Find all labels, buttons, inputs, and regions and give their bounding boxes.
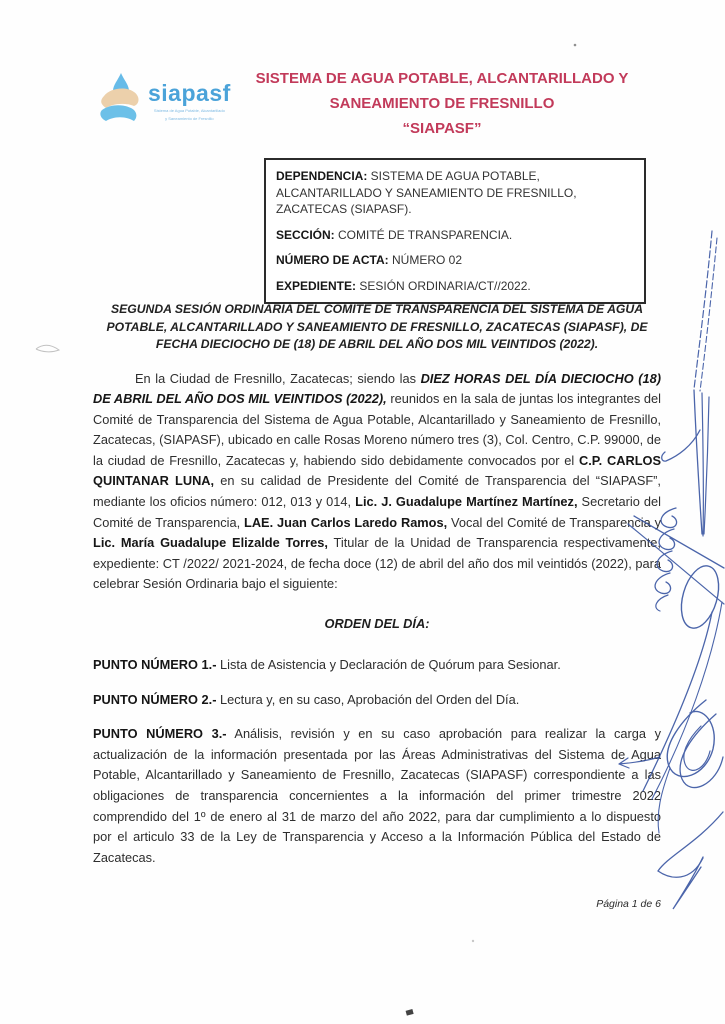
- pen-stroke: [673, 857, 703, 909]
- punto-numero-3: [93, 724, 661, 868]
- info-label: EXPEDIENTE:: [276, 278, 357, 293]
- logo-tagline-line1: Sistema de Agua Potable, Alcantarillado: [153, 108, 225, 113]
- punto-text: Lista de Asistencia y Declaración de Quórum para Sesionar.: [216, 657, 561, 673]
- pen-stroke: [659, 529, 675, 550]
- text-segment: reunidos en la sala de juntas los integrantes del Comité de Transparencia del Sistema de Agua Potable, Alcantarillado y Saneamiento de Fresnillo, Zacatecas, (SIAPASF), ubicado en calle Rosas Moreno número tres (3), Col. Centro, C.P. 99000, de la ciudad de Fresnillo, Zacatecas y, habiendo sido debidamente convocados por el: [93, 391, 662, 468]
- document-title-line3: “SIAPASF”: [402, 120, 482, 137]
- pen-stroke: [661, 508, 677, 528]
- text-segment: Vocal del Comité de Transparencia y: [447, 514, 661, 530]
- document-title: [238, 66, 646, 141]
- punto-label: PUNTO NÚMERO 1.-: [93, 657, 217, 673]
- text-segment-president-name: C.P. CARLOS QUINTANAR LUNA,: [93, 452, 662, 489]
- water-drop-hand-icon: [96, 72, 146, 133]
- pen-stroke: [652, 602, 722, 799]
- text-segment: Secretario del Comité de Transparencia,: [93, 494, 662, 530]
- pen-stroke: [704, 397, 709, 534]
- text-segment: En la Ciudad de Fresnillo, Zacatecas; siendo las: [135, 370, 421, 386]
- page-number: Página 1 de 6: [596, 898, 661, 910]
- pen-loop: [675, 562, 725, 633]
- info-row-numero-de-acta: [276, 252, 634, 269]
- punto-label: PUNTO NÚMERO 2.-: [93, 691, 217, 707]
- info-label: DEPENDENCIA:: [276, 169, 368, 183]
- punto-text: Análisis, revisión y en su caso aprobación para realizar la carga y actualización de la información presentada por las Áreas Administrativas del Sistema de Agua Potable, Alcantarillado y Saneamiento de Fresnillo, Zacatecas (SIAPASF) correspondiente a las obligaciones de transparencia concernientes a la información del primer trimestre 2022 comprendido del 1º de enero al 31 de marzo del año 2022, para dar cumplimiento a lo dispuesto por el articulo 33 de la Ley de Transparencia y Acceso a la Información Pública del Estado de Zacatecas.: [93, 726, 661, 865]
- brand-text: siapasf: [148, 80, 231, 106]
- logo-tagline-line2: y Saneamiento de Fresnillo: [165, 116, 214, 121]
- pen-loop: [684, 726, 710, 770]
- pen-stroke: [700, 238, 717, 391]
- punto-numero-1: [93, 655, 661, 676]
- document-title-line1: SISTEMA DE AGUA POTABLE, ALCANTARILLADO Y: [255, 70, 629, 87]
- pen-stroke: [694, 231, 712, 389]
- punto-numero-2: [93, 690, 661, 711]
- info-label: SECCIÓN:: [276, 227, 335, 242]
- info-row-seccion: [276, 227, 634, 244]
- opening-paragraph: [93, 369, 661, 596]
- info-value: COMITÉ DE TRANSPARENCIA.: [334, 227, 513, 242]
- text-segment: en su calidad de Presidente del Comité de Transparencia del “SIAPASF”, mediante los oficios número: 012, 013 y 014,: [93, 473, 661, 510]
- text-segment-secretary-name: Lic. J. Guadalupe Martínez Martínez,: [355, 494, 578, 510]
- info-value: SISTEMA DE AGUA POTABLE, ALCANTARILLADO Y SANEAMIENTO DE FRESNILLO, ZACATECAS (SIAPASF).: [276, 169, 577, 216]
- siapasf-logo: [96, 72, 236, 133]
- pen-loop: [667, 700, 714, 777]
- text-segment-datetime: DIEZ HORAS DEL DÍA DIECIOCHO (18) DE ABRIL DEL AÑO DOS MIL VEINTIDOS (2022),: [93, 370, 661, 407]
- session-heading: SEGUNDA SESIÓN ORDINARIA DEL COMITÉ DE TRANSPARENCIA DEL SISTEMA DE AGUA POTABLE, ALCANTARILLADO Y SANEAMIENTO DE FRESNILLO, ZACATECAS (SIAPASF), DE FECHA DIECIOCHO DE (18) DE ABRIL DEL AÑO DOS MIL VEINTIDOS (2022).: [106, 302, 648, 351]
- pen-stroke: [694, 390, 702, 534]
- case-info-box: [264, 158, 646, 304]
- info-value: NÚMERO 02: [388, 253, 463, 267]
- margin-squiggle: [36, 345, 59, 352]
- punto-text: Lectura y, en su caso, Aprobación del Orden del Día.: [216, 691, 520, 707]
- text-segment-vocal-name: LAE. Juan Carlos Laredo Ramos,: [244, 514, 448, 530]
- pen-loop: [680, 714, 723, 788]
- info-value: SESIÓN ORDINARIA/CT//2022.: [356, 278, 531, 293]
- text-segment: Titular de la Unidad de Transparencia respectivamente, expediente: CT /2022/ 2021-2024, de fecha doce (12) de abril del año dos mil veintidós (2022), para celebrar Sesión Ordinaria bajo el siguiente:: [93, 535, 661, 592]
- info-label: NÚMERO DE ACTA:: [276, 253, 389, 267]
- pen-stroke: [662, 430, 700, 461]
- document-body: [93, 301, 661, 882]
- document-title-line2: SANEAMIENTO DE FRESNILLO: [329, 95, 555, 112]
- info-row-dependencia: [276, 168, 634, 218]
- orden-del-dia-heading: ORDEN DEL DÍA:: [324, 616, 430, 632]
- info-row-expediente: [276, 278, 634, 295]
- pen-stroke: [702, 393, 703, 536]
- text-segment-titular-name: Lic. María Guadalupe Elizalde Torres,: [93, 535, 328, 551]
- pen-stroke: [658, 812, 723, 877]
- punto-label: PUNTO NÚMERO 3.-: [93, 726, 227, 742]
